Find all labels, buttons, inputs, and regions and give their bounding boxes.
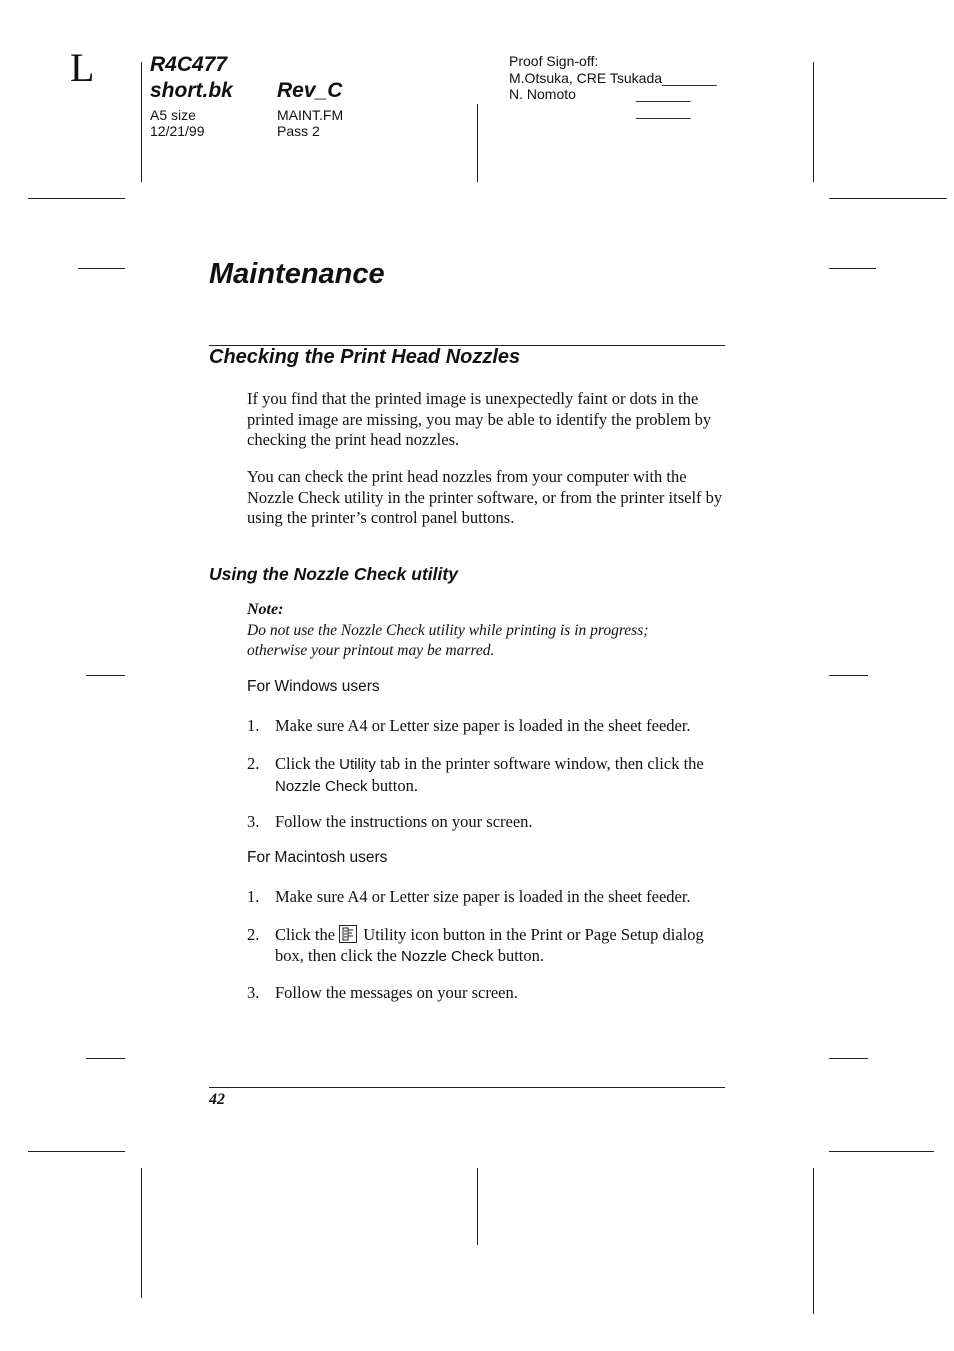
utility-icon [339, 925, 357, 943]
section-paragraph-2: You can check the print head nozzles from your computer with the Nozzle Check utility in the printer software, or from the printer itself by using the printer’s control panel buttons. [247, 467, 723, 527]
windows-step-3: Follow the instructions on your screen. [275, 812, 533, 831]
step-number: 3. [247, 812, 260, 831]
mac-users-label: For Macintosh users [247, 849, 388, 866]
crop-mark [829, 1151, 934, 1152]
book-code: R4C477 [150, 53, 228, 76]
windows-step-2 [275, 754, 730, 797]
windows-step-1: Make sure A4 or Letter size paper is loaded in the sheet feeder. [275, 716, 691, 735]
crop-mark [28, 198, 125, 199]
crop-mark [829, 675, 868, 676]
proof-line-2-name: N. Nomoto [509, 86, 576, 102]
proof-title: Proof Sign-off: [509, 53, 599, 69]
file-name: MAINT.FM [277, 107, 344, 123]
step-text-mid: tab in the printer software window, then click the [375, 754, 704, 773]
pass: Pass 2 [277, 123, 320, 139]
footer-rule [209, 1087, 725, 1088]
crop-mark [86, 675, 125, 676]
page-title: Maintenance [209, 258, 385, 290]
nozzle-check-label: Nozzle Check [275, 777, 368, 795]
note-title: Note: [247, 601, 284, 618]
crop-mark [477, 1168, 478, 1245]
step-text-pre: Click the [275, 754, 340, 773]
crop-mark [28, 1151, 125, 1152]
step-number: 2. [247, 754, 260, 773]
crop-mark [813, 62, 814, 182]
step-number: 3. [247, 983, 260, 1002]
mac-step-2 [275, 925, 730, 967]
proof-line-1: M.Otsuka, CRE Tsukada_______ [509, 70, 717, 86]
step-text-pre: Click the [275, 925, 340, 944]
windows-users-label: For Windows users [247, 678, 380, 695]
crop-mark [813, 1168, 814, 1314]
step-text-post: button. [493, 945, 544, 965]
crop-mark [78, 268, 125, 269]
mac-step-3: Follow the messages on your screen. [275, 983, 518, 1002]
page-number: 42 [209, 1091, 225, 1108]
crop-mark [829, 198, 947, 199]
mac-step-1: Make sure A4 or Letter size paper is loaded in the sheet feeder. [275, 887, 691, 906]
crop-mark [141, 62, 142, 182]
book-file: short.bk [150, 79, 233, 102]
nozzle-check-label: Nozzle Check [401, 947, 494, 965]
paper-size: A5 size [150, 107, 196, 123]
proof-blank-1: _______ [636, 86, 691, 102]
subsection-heading: Using the Nozzle Check utility [209, 564, 458, 584]
crop-mark [829, 268, 876, 269]
crop-mark [141, 1168, 142, 1298]
utility-tab-label: Utility [339, 756, 376, 773]
date: 12/21/99 [150, 123, 205, 139]
step-number: 1. [247, 716, 260, 735]
proof-blank-2: _______ [636, 103, 691, 119]
step-text-mid: Utility icon button in the Print or Page Setup dialog box, then click the [275, 925, 704, 965]
step-text-post: button. [367, 775, 418, 795]
note-line-2: otherwise your printout may be marred. [247, 642, 495, 659]
crop-mark [86, 1058, 125, 1059]
section-paragraph-1: If you find that the printed image is unexpectedly faint or dots in the printed image are missing, you may be able to identify the problem by checking the print head nozzles. [247, 389, 712, 449]
step-number: 1. [247, 887, 260, 906]
note-line-1: Do not use the Nozzle Check utility while printing is in progress; [247, 622, 649, 639]
section-heading: Checking the Print Head Nozzles [209, 346, 521, 368]
crop-mark [829, 1058, 868, 1059]
crop-mark [477, 104, 478, 182]
step-number: 2. [247, 925, 260, 944]
revision: Rev_C [277, 79, 343, 102]
corner-letter: L [70, 45, 95, 90]
